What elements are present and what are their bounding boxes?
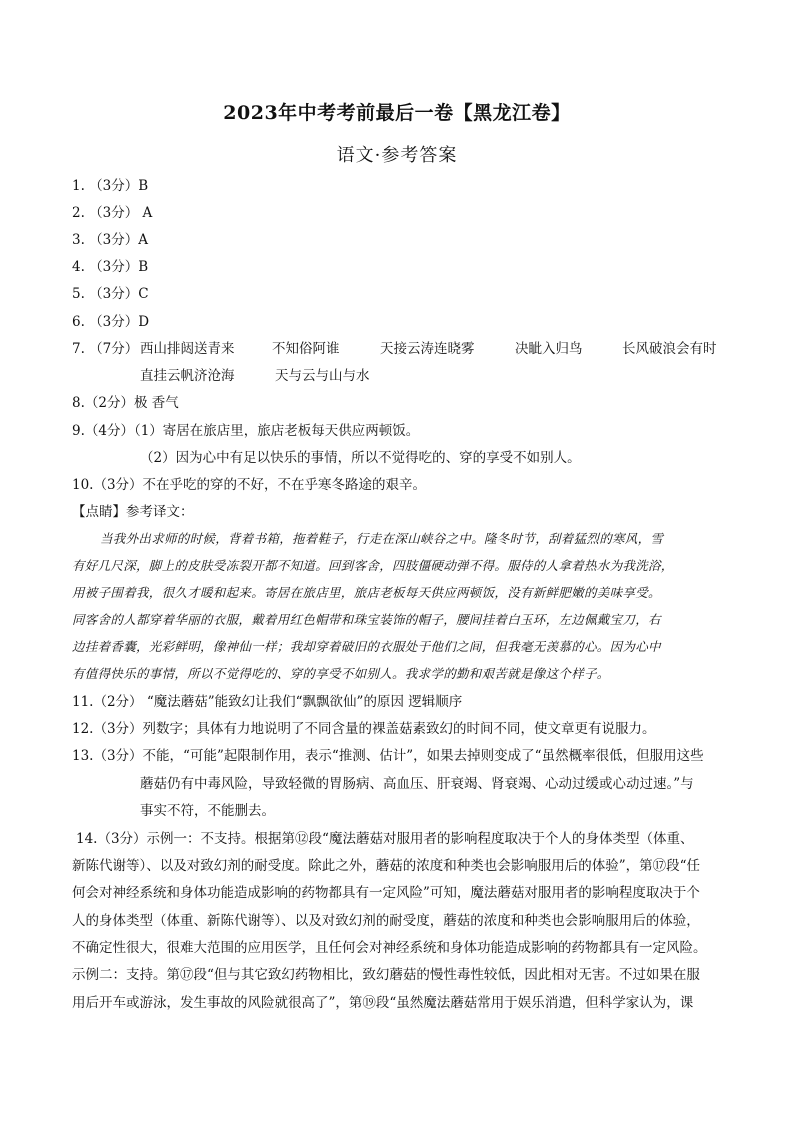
answer-14-line: 不确定性很大，很难大范围的应用医学，且任何会对神经系统和身体功能造成影响的药物都具有一定风险。 xyxy=(72,940,707,956)
note-label: 【点睛】参考译文： xyxy=(72,504,194,520)
answer-1: 1. （3分）B xyxy=(72,178,149,194)
translation-line: 用被子围着我，很久才暖和起来。寄居在旅店里，旅店老板每天供应两顿饭，没有新鲜肥嫩的美味享受。 xyxy=(72,585,661,600)
answer-14-line: 用后开车或游泳，发生事故的风险就很高了”，第⑲段“虽然魔法蘑菇常用于娱乐消遣，但科学家认为，课 xyxy=(72,995,694,1011)
answer-7-label: 7. （7分） xyxy=(72,341,139,357)
translation-line: 同客舍的人都穿着华丽的衣服，戴着用红色帽带和珠宝装饰的帽子，腰间挂着白玉环，左边佩戴宝刀，右 xyxy=(72,612,661,627)
answer-4: 4. （3分）B xyxy=(72,259,149,275)
answer-7-item: 决眦入归鸟 xyxy=(515,341,583,357)
answer-7-item: 天与云与山与水 xyxy=(275,368,370,384)
answer-14-line: 人的身体类型（体重、新陈代谢等）、以及对致幻剂的耐受度，蘑菇的浓度和种类也会影响服用后的体验， xyxy=(72,913,700,929)
answer-14-line: 示例二：支持。第⑰段“但与其它致幻药物相比，致幻蘑菇的慢性毒性较低，因此相对无害。不过如果在服 xyxy=(72,967,700,983)
answer-8: 8.（2分）极 香气 xyxy=(72,395,179,411)
answer-7-item: 天接云涛连晓雾 xyxy=(380,341,475,357)
answer-3: 3. （3分）A xyxy=(72,232,149,248)
translation-line: 当我外出求师的时候，背着书箱，拖着鞋子，行走在深山峡谷之中。隆冬时节，刮着猛烈的寒风，雪 xyxy=(100,531,664,546)
answer-7-item: 直挂云帆济沧海 xyxy=(140,368,235,384)
answer-2: 2. （3分） A xyxy=(72,205,153,221)
page-title: 2023年中考考前最后一卷【黑龙江卷】 xyxy=(223,102,571,124)
answer-6: 6. （3分）D xyxy=(72,314,150,330)
translation-line: 有好几尺深，脚上的皮肤受冻裂开都不知道。回到客舍，四肢僵硬动弹不得。服侍的人拿着热水为我洗浴， xyxy=(72,558,674,573)
answer-13-line: 事实不符，不能删去。 xyxy=(140,803,275,819)
answer-7-item: 西山排闼送青来 xyxy=(140,341,235,357)
answer-13-line: 蘑菇仍有中毒风险，导致轻微的胃肠病、高血压、肝衰竭、肾衰竭、心动过缓或心动过速。”与 xyxy=(140,776,694,792)
answer-12: 12.（3分）列数字；具体有力地说明了不同含量的裸盖菇素致幻的时间不同，使文章更有说服力。 xyxy=(72,721,656,737)
answer-14-line: 何会对神经系统和身体功能造成影响的药物都具有一定风险”可知，魔法蘑菇对服用者的影响程度取决于个 xyxy=(72,885,700,901)
answer-7-item: 不知俗阿谁 xyxy=(272,341,340,357)
answer-14-line: 14.（3分）示例一：不支持。根据第⑫段“魔法蘑菇对服用者的影响程度取决于个人的身体类型（体重、 xyxy=(76,831,694,847)
answer-5: 5. （3分）C xyxy=(72,286,149,302)
answer-7-item: 长风破浪会有时 xyxy=(622,341,717,357)
answer-11: 11.（2分） “魔法蘑菇”能致幻让我们“飘飘欲仙”的原因 逻辑顺序 xyxy=(72,694,463,710)
answer-14-line: 新陈代谢等）、以及对致幻剂的耐受度。除此之外，蘑菇的浓度和种类也会影响服用后的体验”，第⑰段“任 xyxy=(72,858,701,874)
answer-9-part-1: 9.（4分）（1）寄居在旅店里，旅店老板每天供应两顿饭。 xyxy=(72,423,420,439)
answer-13-line: 13.（3分）不能，“可能”起限制作用，表示“推测、估计”，如果去掉则变成了“虽然概率很低，但服用这些 xyxy=(72,748,704,764)
page-subtitle: 语文·参考答案 xyxy=(336,145,458,166)
answer-9-part-2: （2）因为心中有足以快乐的事情，所以不觉得吃的、穿的享受不如别人。 xyxy=(140,450,581,466)
translation-line: 有值得快乐的事情，所以不觉得吃的、穿的享受不如别人。我求学的勤和艰苦就是像这个样子。 xyxy=(72,666,610,681)
translation-line: 边挂着香囊，光彩鲜明，像神仙一样；我却穿着破旧的衣服处于他们之间，但我毫无羡慕的心。因为心中 xyxy=(72,639,661,654)
answer-10: 10.（3分）不在乎吃的穿的不好，不在乎寒冬路途的艰辛。 xyxy=(72,477,427,493)
